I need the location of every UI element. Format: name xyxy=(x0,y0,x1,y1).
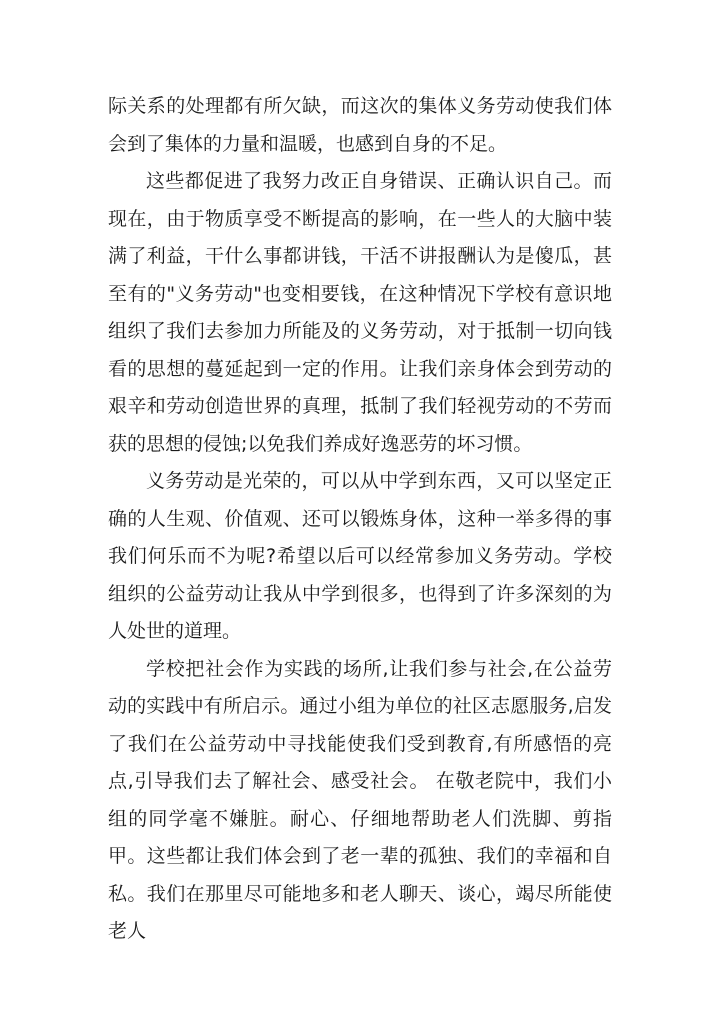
paragraph-3: 义务劳动是光荣的，可以从中学到东西，又可以坚定正确的人生观、价值观、还可以锻炼身体，这种一举多得的事我们何乐而不为呢?希望以后可以经常参加义务劳动。学校组织的公益劳动让我从中学到很多，也得到了许多深刻的为人处世的道理。 xyxy=(108,470,612,642)
paragraph-4: 学校把社会作为实践的场所,让我们参与社会,在公益劳动的实践中有所启示。通过小组为单位的社区志愿服务,启发了我们在公益劳动中寻找能使我们受到教育,有所感悟的亮点,引导我们去了解社会、感受社会。 在敬老院中，我们小组的同学毫不嫌脏。耐心、仔细地帮助老人们洗脚、剪指甲。这些都让我们体会到了老一辈的孤独、我们的幸福和自私。我们在那里尽可能地多和老人聊天、谈心，竭尽所能使老人 xyxy=(108,657,612,942)
document-body xyxy=(108,88,612,951)
paragraph-1: 际关系的处理都有所欠缺，而这次的集体义务劳动使我们体会到了集体的力量和温暖，也感到自身的不足。 xyxy=(108,95,612,155)
paragraph-2: 这些都促进了我努力改正自身错误、正确认识自己。而现在，由于物质享受不断提高的影响，在一些人的大脑中装满了利益，干什么事都讲钱，干活不讲报酬认为是傻瓜，甚至有的"义务劳动"也变相要钱，在这种情况下学校有意识地组织了我们去参加力所能及的义务劳动，对于抵制一切向钱看的思想的蔓延起到一定的作用。让我们亲身体会到劳动的艰辛和劳动创造世界的真理，抵制了我们轻视劳动的不劳而获的思想的侵蚀;以免我们养成好逸恶劳的坏习惯。 xyxy=(108,170,612,455)
